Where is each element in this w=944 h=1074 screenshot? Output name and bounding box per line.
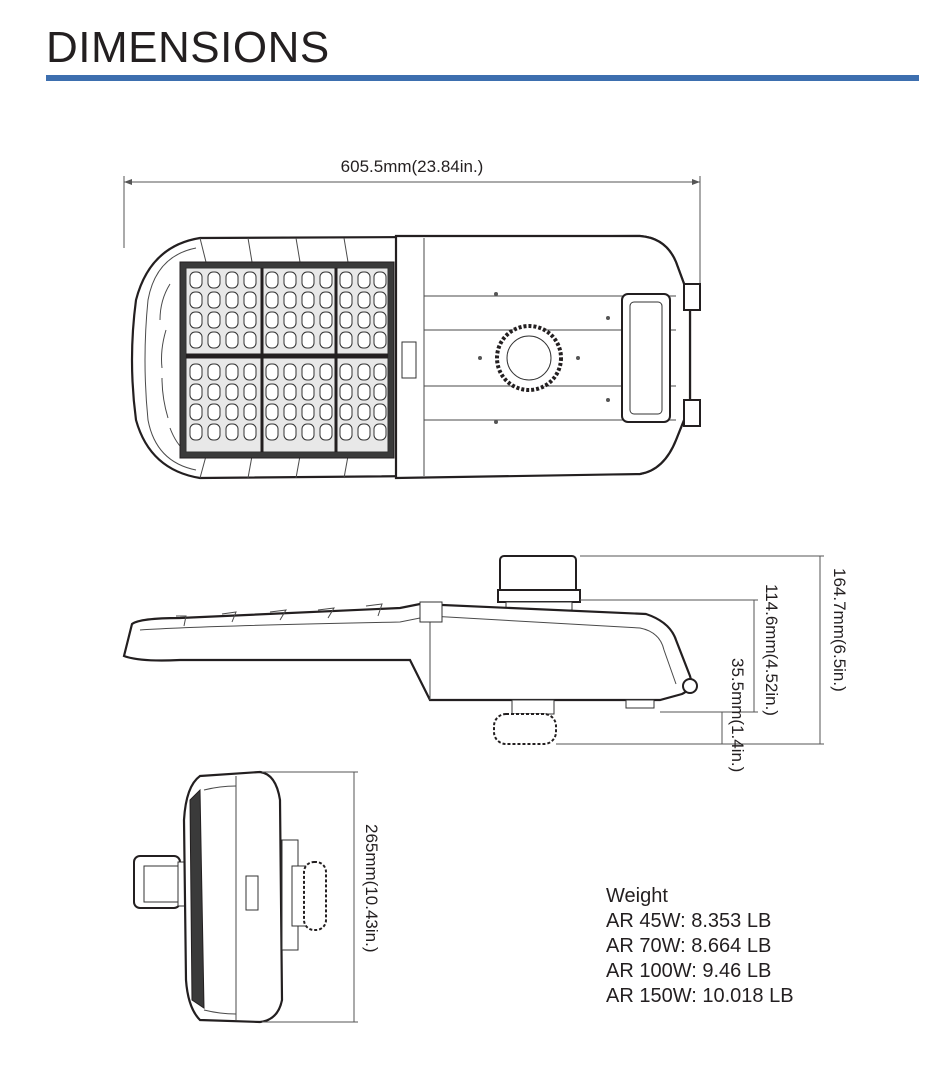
led-lens xyxy=(226,272,238,288)
led-lens xyxy=(374,272,386,288)
led-lens xyxy=(358,384,370,400)
led-lens xyxy=(266,292,278,308)
led-lens xyxy=(340,404,352,420)
page-title: DIMENSIONS xyxy=(46,23,330,72)
led-lens xyxy=(320,292,332,308)
weight-item: AR 70W: 8.664 LB xyxy=(606,935,772,957)
led-lens xyxy=(320,332,332,348)
led-lens xyxy=(190,272,202,288)
led-lens xyxy=(374,292,386,308)
led-lens xyxy=(340,332,352,348)
led-lens xyxy=(190,332,202,348)
led-lens xyxy=(302,384,314,400)
led-lens xyxy=(320,272,332,288)
led-lens xyxy=(284,292,296,308)
weight-heading: Weight xyxy=(606,885,668,907)
led-lens xyxy=(266,272,278,288)
led-lens xyxy=(302,404,314,420)
led-lens xyxy=(284,332,296,348)
led-lens xyxy=(244,364,256,380)
led-lens xyxy=(208,404,220,420)
led-lens xyxy=(190,384,202,400)
total-height-label: 164.7mm(6.5in.) xyxy=(830,568,849,692)
led-lens xyxy=(320,404,332,420)
led-lens xyxy=(190,364,202,380)
led-lens xyxy=(244,272,256,288)
led-lens xyxy=(208,312,220,328)
width-dimension-label: 265mm(10.43in.) xyxy=(362,824,381,953)
led-lens xyxy=(226,384,238,400)
weight-item: AR 100W: 9.46 LB xyxy=(606,960,772,982)
bottom-offset-label: 35.5mm(1.4in.) xyxy=(728,658,747,773)
led-lens xyxy=(190,404,202,420)
led-lens xyxy=(266,312,278,328)
led-lens xyxy=(374,364,386,380)
length-dimension-label: 605.5mm(23.84in.) xyxy=(340,157,484,176)
led-lens xyxy=(320,364,332,380)
led-lens xyxy=(266,364,278,380)
led-lens xyxy=(244,312,256,328)
led-lens xyxy=(374,332,386,348)
led-lens xyxy=(226,312,238,328)
led-lens xyxy=(340,424,352,440)
led-lens xyxy=(358,332,370,348)
led-lens xyxy=(266,424,278,440)
led-lens xyxy=(226,364,238,380)
led-lens xyxy=(340,312,352,328)
led-lens xyxy=(208,424,220,440)
led-lens xyxy=(226,292,238,308)
led-lens xyxy=(266,384,278,400)
led-lens xyxy=(266,332,278,348)
weight-table xyxy=(606,884,794,1009)
led-lens xyxy=(302,364,314,380)
body-height-label: 114.6mm(4.52in.) xyxy=(762,584,781,716)
led-lens xyxy=(244,292,256,308)
led-lens xyxy=(226,332,238,348)
led-lens xyxy=(374,404,386,420)
led-lens xyxy=(340,272,352,288)
led-lens xyxy=(284,272,296,288)
led-lens xyxy=(358,292,370,308)
led-lens xyxy=(244,424,256,440)
led-lens xyxy=(320,312,332,328)
led-lens xyxy=(374,384,386,400)
led-lens xyxy=(190,312,202,328)
led-lens xyxy=(284,364,296,380)
led-lens xyxy=(340,292,352,308)
weight-item: AR 150W: 10.018 LB xyxy=(606,985,794,1007)
led-lens xyxy=(374,312,386,328)
led-lens xyxy=(340,364,352,380)
led-lens xyxy=(320,424,332,440)
weight-item: AR 45W: 8.353 LB xyxy=(606,910,772,932)
led-lens xyxy=(208,384,220,400)
led-lens xyxy=(226,424,238,440)
led-lens xyxy=(358,364,370,380)
led-lens xyxy=(190,424,202,440)
led-lens xyxy=(358,312,370,328)
led-lens xyxy=(244,404,256,420)
led-lens xyxy=(226,404,238,420)
led-lens xyxy=(284,404,296,420)
led-lens xyxy=(302,332,314,348)
led-lens xyxy=(374,424,386,440)
led-lens xyxy=(358,404,370,420)
led-lens xyxy=(190,292,202,308)
led-lens xyxy=(208,364,220,380)
led-lens xyxy=(358,424,370,440)
led-lens xyxy=(284,312,296,328)
led-lens xyxy=(358,272,370,288)
led-lens xyxy=(244,332,256,348)
led-lens xyxy=(284,384,296,400)
led-lens xyxy=(284,424,296,440)
led-lens xyxy=(266,404,278,420)
led-lens xyxy=(208,332,220,348)
front-view xyxy=(134,772,381,1022)
led-lens xyxy=(208,292,220,308)
led-lens xyxy=(302,424,314,440)
led-lens xyxy=(340,384,352,400)
led-lens xyxy=(302,312,314,328)
led-lens xyxy=(302,292,314,308)
led-lens xyxy=(320,384,332,400)
side-view xyxy=(124,556,849,772)
led-lens xyxy=(302,272,314,288)
top-view xyxy=(124,157,700,478)
led-lens xyxy=(208,272,220,288)
led-lens xyxy=(244,384,256,400)
